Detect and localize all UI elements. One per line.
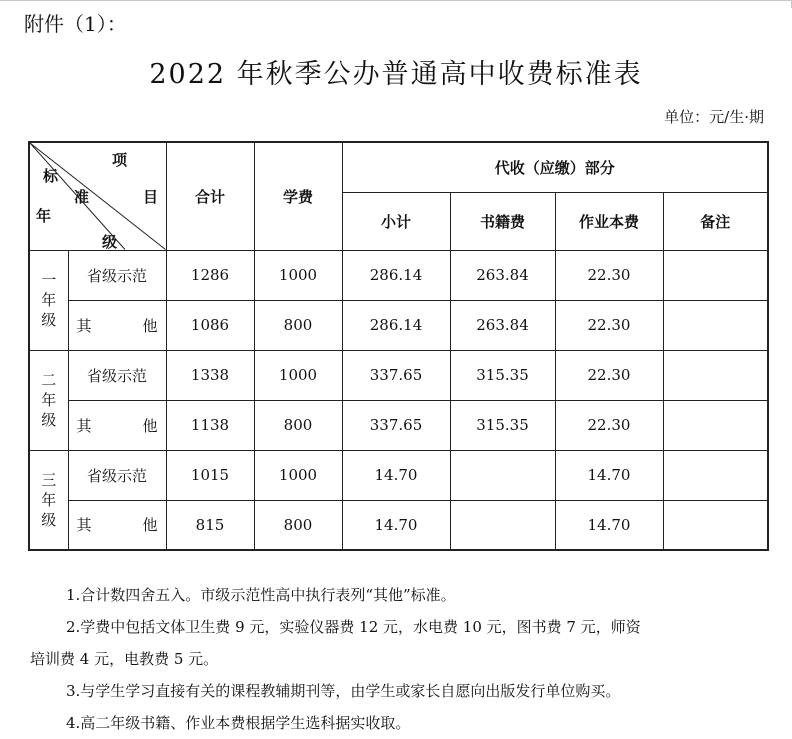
grade-label-3: 三 年 级 <box>29 450 68 550</box>
attachment-label: 附件（1）： <box>24 12 127 36</box>
remarks-cell <box>663 400 768 450</box>
total-cell: 815 <box>166 500 254 550</box>
table-row <box>29 400 768 450</box>
header-books: 书籍费 <box>450 192 555 250</box>
page-title: 2022 年秋季公办普通高中收费标准表 <box>149 59 643 90</box>
books-cell <box>450 500 555 550</box>
header-remarks: 备注 <box>663 192 768 250</box>
books-cell: 315.35 <box>450 350 555 400</box>
notes-section <box>30 579 770 739</box>
books-cell: 263.84 <box>450 300 555 350</box>
category-cell: 省级示范 <box>68 450 166 500</box>
grade-label-1: 一 年 级 <box>29 250 68 350</box>
workbooks-cell: 14.70 <box>555 500 663 550</box>
fee-table <box>28 141 769 551</box>
note-2-line-2: 培训费 4 元，电教费 5 元。 <box>30 650 219 668</box>
subtotal-cell: 337.65 <box>342 400 450 450</box>
table-row <box>29 450 768 500</box>
note-1: 1.合计数四舍五入。市级示范性高中执行表列“其他”标准。 <box>66 586 456 604</box>
tuition-cell: 800 <box>254 300 342 350</box>
remarks-cell <box>663 500 768 550</box>
header-tuition: 学费 <box>254 142 342 250</box>
books-cell: 315.35 <box>450 400 555 450</box>
workbooks-cell: 14.70 <box>555 450 663 500</box>
books-cell: 263.84 <box>450 250 555 300</box>
workbooks-cell: 22.30 <box>555 350 663 400</box>
note-2-line-1: 2.学费中包括文体卫生费 9 元，实验仪器费 12 元，水电费 10 元，图书费 7 元，师资 <box>66 618 641 636</box>
tuition-cell: 800 <box>254 400 342 450</box>
header-total: 合计 <box>166 142 254 250</box>
tuition-cell: 1000 <box>254 350 342 400</box>
total-cell: 1086 <box>166 300 254 350</box>
header-workbooks: 作业本费 <box>555 192 663 250</box>
workbooks-cell: 22.30 <box>555 300 663 350</box>
tuition-cell: 800 <box>254 500 342 550</box>
total-cell: 1015 <box>166 450 254 500</box>
subtotal-cell: 14.70 <box>342 450 450 500</box>
diag-label-biao: 标 <box>43 167 59 185</box>
tuition-cell: 1000 <box>254 450 342 500</box>
remarks-cell <box>663 450 768 500</box>
diag-label-nian: 年 <box>36 207 52 225</box>
table-row <box>29 250 768 300</box>
category-cell: 其 他 <box>68 400 166 450</box>
category-cell: 省级示范 <box>68 250 166 300</box>
remarks-cell <box>663 350 768 400</box>
subtotal-cell: 14.70 <box>342 500 450 550</box>
workbooks-cell: 22.30 <box>555 250 663 300</box>
note-4: 4.高二年级书籍、作业本费根据学生选科据实收取。 <box>66 714 411 732</box>
subtotal-cell: 337.65 <box>342 350 450 400</box>
page-top-border <box>0 0 791 1</box>
diag-label-zhun: 准 <box>74 188 90 206</box>
books-cell <box>450 450 555 500</box>
table-row <box>29 300 768 350</box>
diag-label-xiang: 项 <box>112 151 128 169</box>
total-cell: 1286 <box>166 250 254 300</box>
total-cell: 1138 <box>166 400 254 450</box>
unit-note: 单位：元/生·期 <box>664 108 764 126</box>
total-cell: 1338 <box>166 350 254 400</box>
subtotal-cell: 286.14 <box>342 300 450 350</box>
tuition-cell: 1000 <box>254 250 342 300</box>
header-collected-group: 代收（应缴）部分 <box>342 142 768 192</box>
remarks-cell <box>663 250 768 300</box>
subtotal-cell: 286.14 <box>342 250 450 300</box>
note-3: 3.与学生学习直接有关的课程教辅期刊等，由学生或家长自愿向出版发行单位购买。 <box>66 682 621 700</box>
grade-label-2: 二 年 级 <box>29 350 68 450</box>
diag-label-mu: 目 <box>143 188 159 206</box>
diagonal-header-cell <box>29 142 166 250</box>
category-cell: 省级示范 <box>68 350 166 400</box>
table-row <box>29 350 768 400</box>
category-cell: 其 他 <box>68 500 166 550</box>
workbooks-cell: 22.30 <box>555 400 663 450</box>
category-cell: 其 他 <box>68 300 166 350</box>
diag-label-ji: 级 <box>102 233 118 251</box>
table-row <box>29 500 768 550</box>
header-subtotal: 小计 <box>342 192 450 250</box>
remarks-cell <box>663 300 768 350</box>
